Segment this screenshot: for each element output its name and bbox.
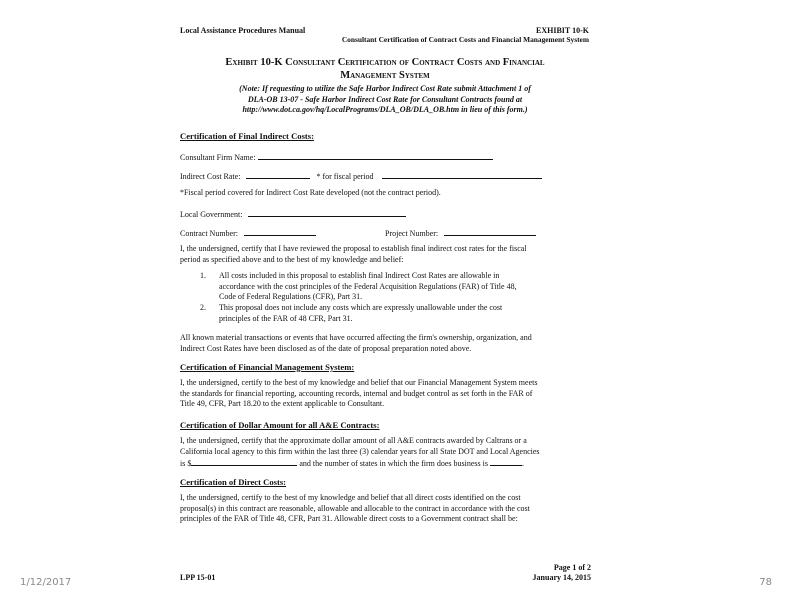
list-item-number: 2. [200, 303, 206, 312]
local-government-row [180, 208, 406, 221]
known-transactions-text [180, 333, 590, 354]
indirect-costs-heading: Certification of Final Indirect Costs: [180, 131, 314, 141]
direct-line-3: principles of the FAR of Title 48, CFR, Part 31. Allowable direct costs to a Government contract shall be: [180, 514, 518, 523]
revision-date: January 14, 2015 [532, 573, 591, 582]
list-item-line: principles of the FAR of 48 CFR, Part 31. [219, 313, 353, 323]
project-number-field[interactable] [444, 227, 536, 236]
financial-system-heading: Certification of Financial Management System: [180, 362, 355, 372]
firm-name-label: Consultant Firm Name: [180, 153, 256, 162]
document-title [180, 56, 590, 82]
dollar-amount-heading: Certification of Dollar Amount for all A&E Contracts: [180, 420, 380, 430]
states-count-field[interactable] [490, 457, 522, 466]
dollar-prefix: is $ [180, 459, 192, 468]
indirect-cert-line-1: I, the undersigned, certify that I have reviewed the proposal to establish final indirect cost rates for the fiscal [180, 244, 527, 253]
local-government-field[interactable] [248, 208, 406, 217]
contract-number-field[interactable] [244, 227, 316, 236]
slide-number: 78 [759, 577, 772, 588]
direct-line-1: I, the undersigned, certify to the best of my knowledge and belief that all direct costs identified on the cost [180, 493, 521, 502]
direct-line-2: proposal(s) in this contract are reasonable, allowable and allocable to the contract in accordance with the cost [180, 503, 530, 513]
list-item-line: This proposal does not include any costs which are expressly unallowable under the cost [219, 303, 503, 312]
direct-costs-text [180, 493, 590, 525]
known-line-2: Indirect Cost Rates have been disclosed as of the date of proposal preparation noted above. [180, 343, 472, 353]
note-line-3: http://www.dot.ca.gov/hq/LocalPrograms/DLA_OB/DLA_OB.htm in lieu of this form.) [242, 105, 528, 114]
contract-number-label: Contract Number: [180, 229, 238, 238]
note-line-2: DLA-OB 13-07 - Safe Harbor Indirect Cost Rate for Consultant Contracts found at [247, 94, 523, 104]
manual-name: Local Assistance Procedures Manual [180, 26, 306, 35]
firm-name-field[interactable] [258, 151, 493, 160]
direct-costs-heading: Certification of Direct Costs: [180, 477, 287, 487]
known-line-1: All known material transactions or events that have occurred affecting the firm's ownership, organization, and [180, 333, 532, 342]
indirect-rate-row [180, 170, 542, 183]
safe-harbor-note [180, 84, 590, 116]
fiscal-period-label: * for fiscal period [316, 172, 374, 181]
dollar-line-2: California local agency to this firm within the last three (3) calendar years for all State DOT and Local Agencies [180, 446, 540, 456]
dollar-line-3 [180, 457, 590, 470]
project-number-label: Project Number: [385, 229, 439, 238]
dollar-mid-text: and the number of states in which the firm does business is [299, 459, 488, 468]
fiscal-period-field[interactable] [382, 170, 542, 179]
title-line-1: Exhibit 10-K Consultant Certification of Contract Costs and Financial [225, 57, 545, 68]
financial-line-2: the standards for financial reporting, accounting records, internal and budget control as set forth in the FAR of [180, 388, 533, 398]
slide-date: 1/12/2017 [20, 577, 72, 588]
financial-line-1: I, the undersigned, certify to the best of my knowledge and belief that our Financial Management System meets [180, 378, 538, 387]
indirect-certification-text [180, 244, 590, 265]
exhibit-subtitle: Consultant Certification of Contract Costs and Financial Management System [341, 35, 589, 44]
list-item-line: Code of Federal Regulations (CFR), Part 31. [219, 292, 363, 301]
note-line-1: (Note: If requesting to utilize the Safe Harbor Indirect Cost Rate submit Attachment 1 of [239, 84, 531, 93]
dollar-amount-field[interactable] [191, 457, 297, 466]
indirect-cert-line-2: period as specified above and to the best of my knowledge and belief: [180, 254, 404, 264]
lpp-number: LPP 15-01 [180, 573, 216, 582]
page-count: Page 1 of 2 [553, 563, 591, 572]
firm-name-row [180, 151, 493, 164]
indirect-rate-label: Indirect Cost Rate: [180, 172, 241, 181]
indirect-rate-field[interactable] [246, 170, 310, 179]
contract-number-row [180, 227, 316, 240]
dollar-line-1: I, the undersigned, certify that the approximate dollar amount of all A&E contracts awarded by Caltrans or a [180, 436, 527, 445]
list-item-number: 1. [200, 271, 206, 280]
fiscal-period-note: *Fiscal period covered for Indirect Cost Rate developed (not the contract period). [180, 188, 441, 197]
dollar-amount-text [180, 436, 590, 470]
list-item-line: All costs included in this proposal to establish final Indirect Cost Rates are allowable in [219, 271, 500, 280]
list-item-line: accordance with the cost principles of the Federal Acquisition Regulations (FAR) of Title 48, [219, 281, 517, 291]
title-line-2: Management System [340, 70, 430, 81]
financial-system-text [180, 378, 590, 410]
financial-line-3: Title 49, CFR, Part 18.20 to the extent applicable to Consultant. [180, 399, 385, 408]
local-government-label: Local Government: [180, 210, 243, 219]
project-number-row [385, 227, 536, 240]
dollar-end: . [521, 459, 524, 468]
exhibit-label: EXHIBIT 10-K [536, 26, 589, 35]
